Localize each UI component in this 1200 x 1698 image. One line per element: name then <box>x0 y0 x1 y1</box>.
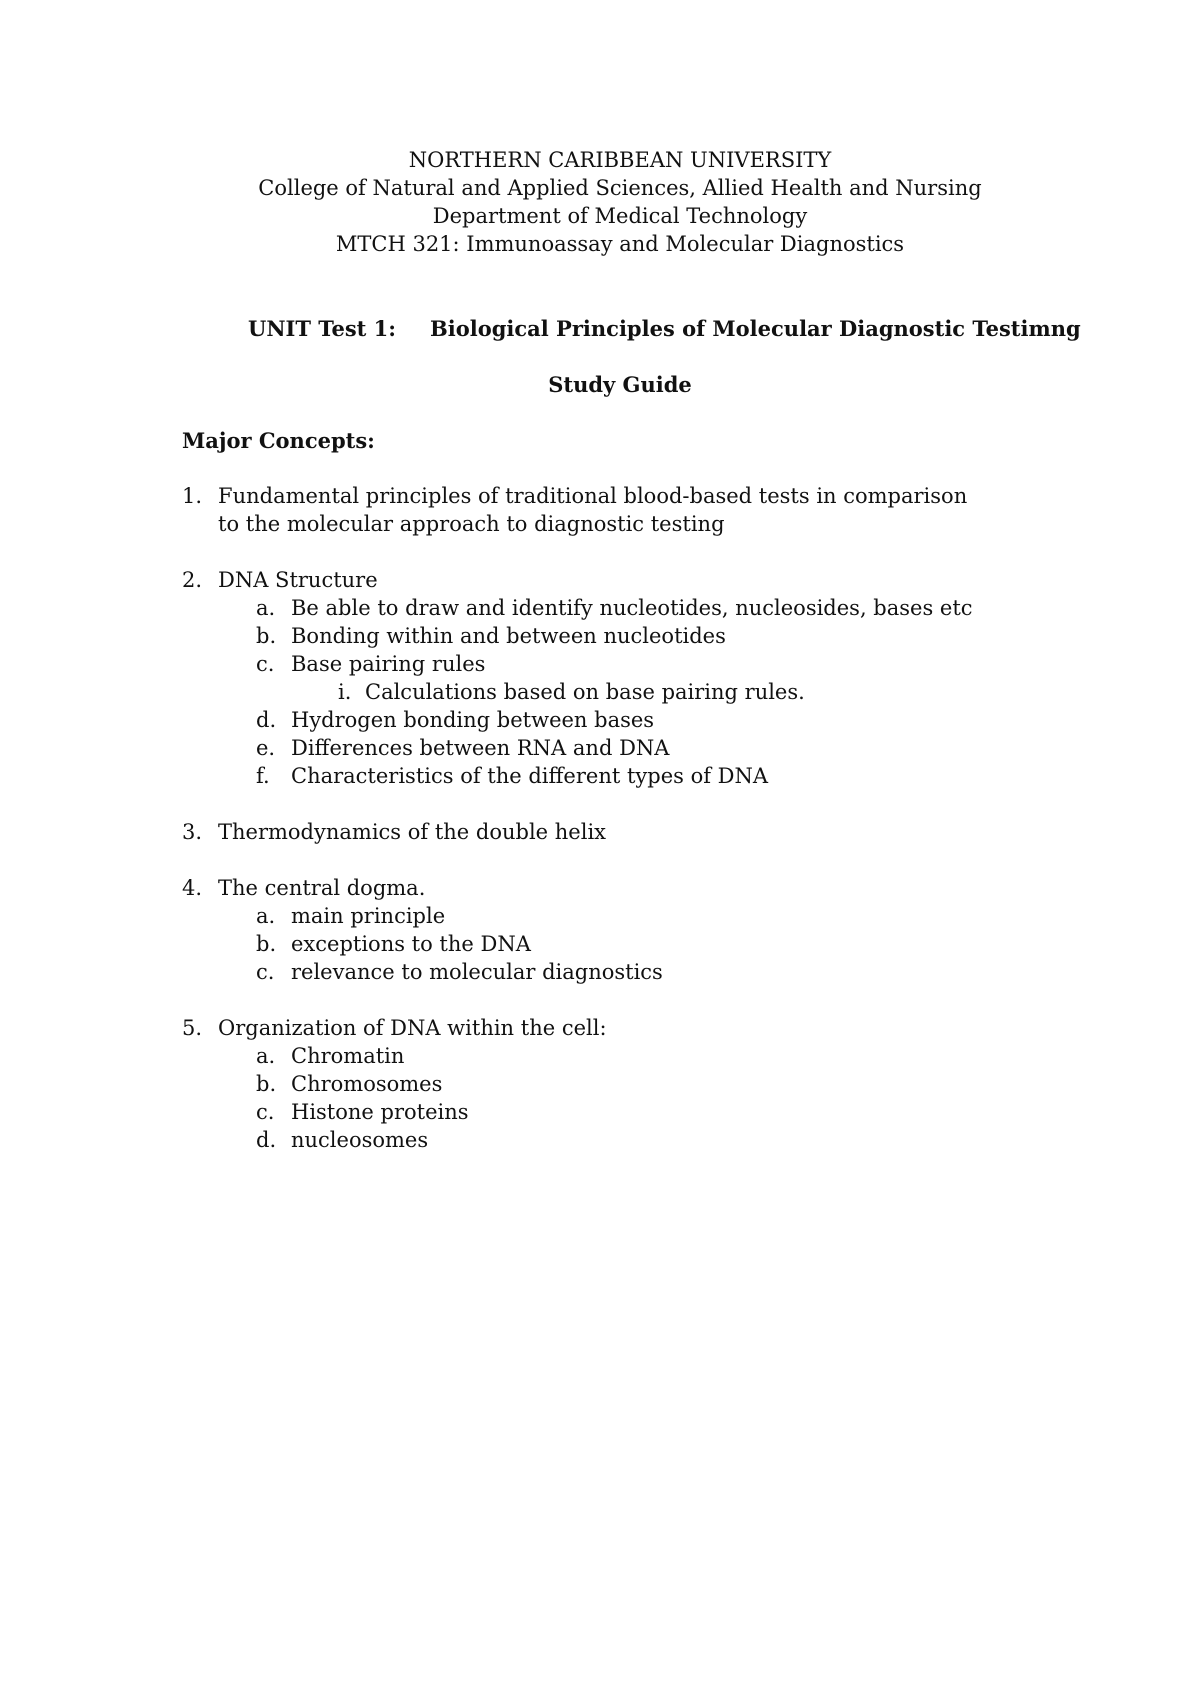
sub-item-text: Be able to draw and identify nucleotides, nucleosides, bases etc <box>291 596 973 620</box>
concepts-list <box>0 482 1200 1182</box>
sub-item-text: Chromatin <box>291 1044 405 1068</box>
sub-item <box>0 1098 1200 1126</box>
sub-item <box>0 1126 1200 1154</box>
sub-item <box>0 930 1200 958</box>
concept-number: 2. <box>182 568 203 592</box>
sub-item <box>0 650 1200 678</box>
sub-item-text: Base pairing rules <box>291 652 486 676</box>
sub-item <box>0 1042 1200 1070</box>
concept-number: 5. <box>182 1016 203 1040</box>
department-name: Department of Medical Technology <box>432 204 808 228</box>
concept-item <box>0 482 1200 538</box>
sub-item-text: Hydrogen bonding between bases <box>291 708 655 732</box>
concept-number: 3. <box>182 820 203 844</box>
letter-marker: a. <box>256 1044 276 1068</box>
sub-item-text: nucleosomes <box>291 1128 429 1152</box>
letter-marker: b. <box>256 624 277 648</box>
concept-item <box>0 566 1200 790</box>
concept-text: Organization of DNA within the cell: <box>218 1016 607 1040</box>
sub-item <box>0 1070 1200 1098</box>
letter-marker: a. <box>256 596 276 620</box>
letter-marker: b. <box>256 932 277 956</box>
letter-marker: f. <box>256 764 270 788</box>
concept-item <box>0 1014 1200 1154</box>
concept-number: 1. <box>182 484 203 508</box>
letter-marker: c. <box>256 960 275 984</box>
sub-item <box>0 902 1200 930</box>
letter-marker: c. <box>256 652 275 676</box>
major-concepts-heading: Major Concepts: <box>182 428 375 453</box>
unit-topic: Biological Principles of Molecular Diagnostic Testimng <box>430 316 1081 341</box>
concept-text: The central dogma. <box>218 876 426 900</box>
document-header <box>0 146 1200 258</box>
sub-item <box>0 958 1200 986</box>
sub-item <box>0 706 1200 734</box>
roman-marker: i. <box>338 680 352 704</box>
college-name: College of Natural and Applied Sciences, Allied Health and Nursing <box>258 176 982 200</box>
letter-marker: d. <box>256 708 277 732</box>
concept-item <box>0 874 1200 986</box>
letter-marker: d. <box>256 1128 277 1152</box>
letter-marker: c. <box>256 1100 275 1124</box>
unit-label: UNIT Test 1: <box>248 316 397 341</box>
concept-text: Thermodynamics of the double helix <box>218 820 607 844</box>
sub-item-text: main principle <box>291 904 446 928</box>
letter-marker: e. <box>256 736 276 760</box>
sub-item <box>0 762 1200 790</box>
concept-text: Fundamental principles of traditional blood-based tests in comparison to the molecular approach to diagnostic testing <box>218 484 968 536</box>
sub-item <box>0 734 1200 762</box>
sub-sub-item-text: Calculations based on base pairing rules. <box>365 680 805 704</box>
sub-item-text: relevance to molecular diagnostics <box>291 960 663 984</box>
university-name: NORTHERN CARIBBEAN UNIVERSITY <box>408 148 832 172</box>
unit-title <box>248 316 1081 341</box>
study-guide-heading: Study Guide <box>548 372 692 397</box>
concept-number: 4. <box>182 876 203 900</box>
sub-item-text: Histone proteins <box>291 1100 469 1124</box>
letter-marker: a. <box>256 904 276 928</box>
sub-item <box>0 594 1200 622</box>
sub-item-text: Chromosomes <box>291 1072 443 1096</box>
sub-item-text: exceptions to the DNA <box>291 932 531 956</box>
sub-item <box>0 622 1200 650</box>
sub-item-text: Differences between RNA and DNA <box>291 736 670 760</box>
sub-sub-item <box>0 678 1200 706</box>
concept-text: DNA Structure <box>218 568 378 592</box>
sub-item-text: Bonding within and between nucleotides <box>291 624 726 648</box>
concept-item <box>0 818 1200 846</box>
letter-marker: b. <box>256 1072 277 1096</box>
sub-item-text: Characteristics of the different types of DNA <box>291 764 769 788</box>
course-title: MTCH 321: Immunoassay and Molecular Diagnostics <box>335 232 905 256</box>
